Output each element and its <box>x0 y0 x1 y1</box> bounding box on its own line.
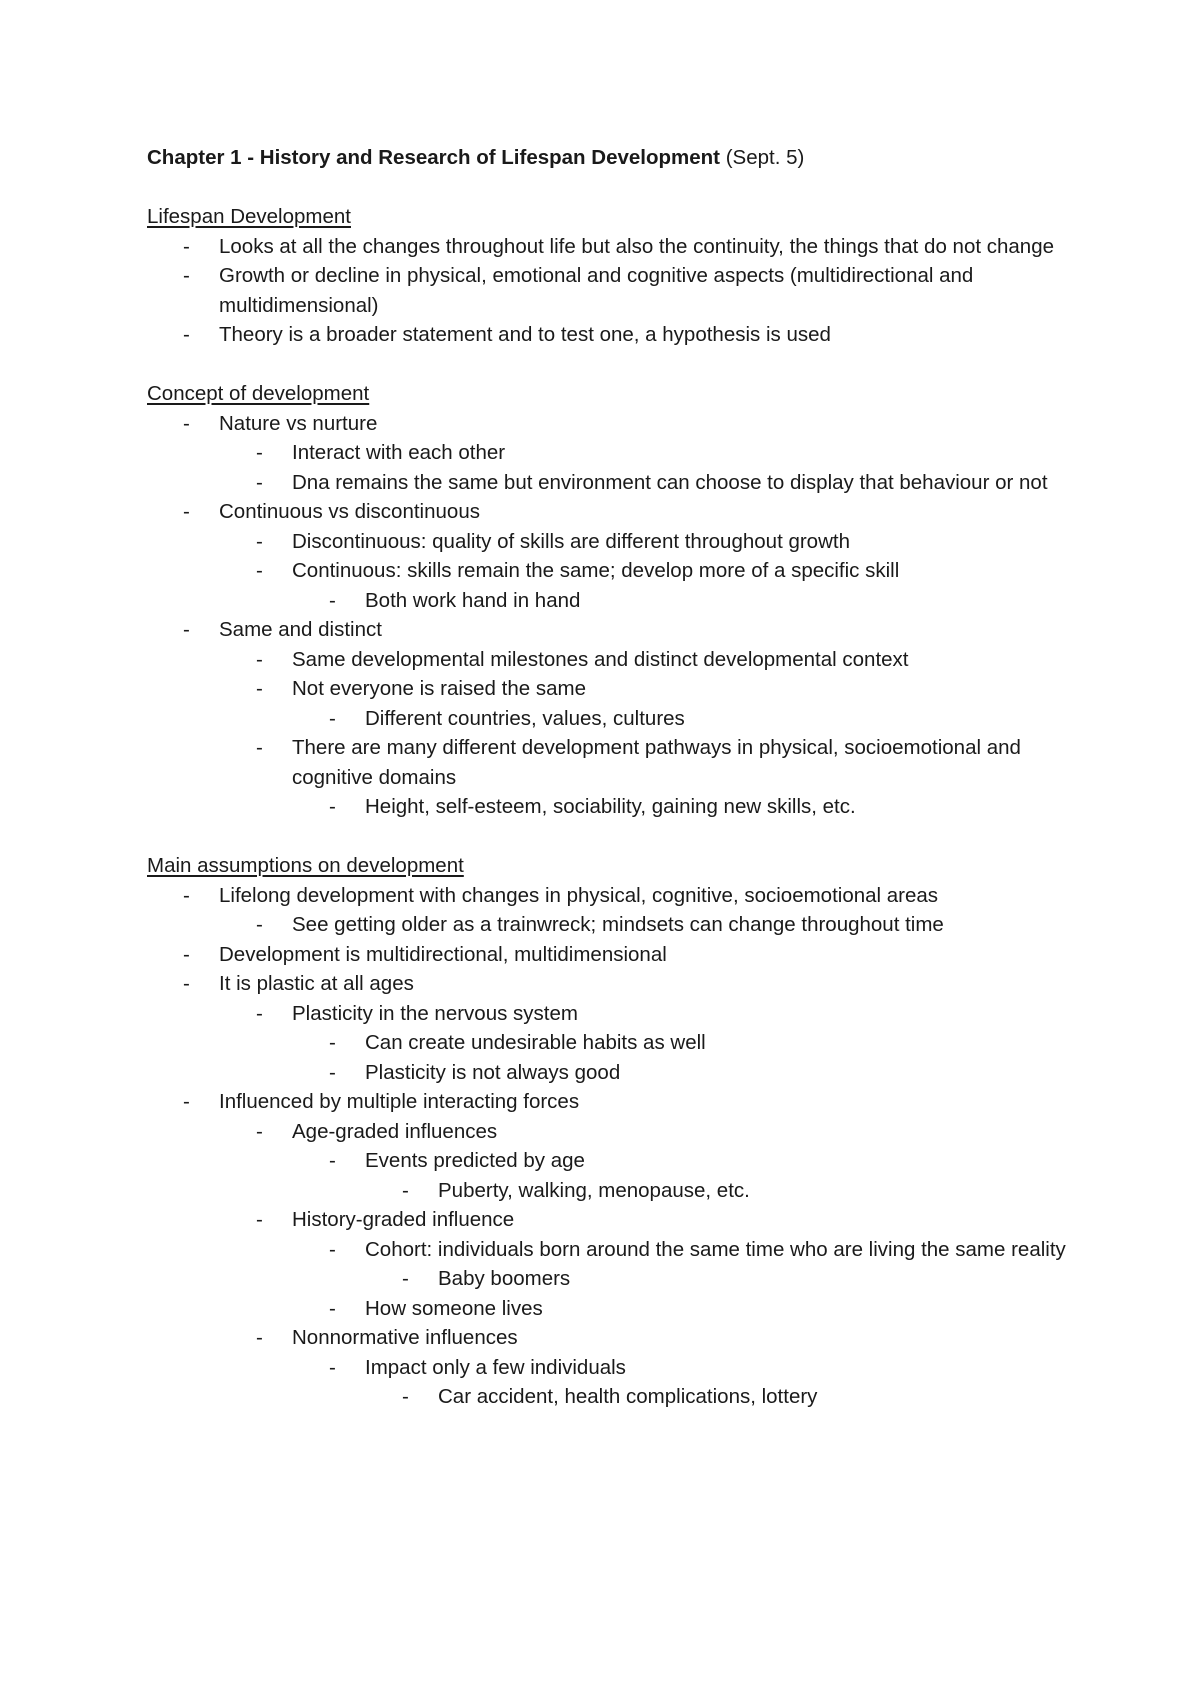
bullet-item <box>147 1264 1067 1294</box>
section-heading: Lifespan Development <box>147 205 351 228</box>
section-heading: Concept of development <box>147 382 370 405</box>
dash-marker: - <box>329 795 336 818</box>
dash-marker: - <box>256 677 263 700</box>
dash-marker: - <box>183 942 190 966</box>
dash-marker: - <box>256 913 263 936</box>
dash-marker: - <box>256 559 263 582</box>
notes-body <box>147 202 1067 1412</box>
bullet-item <box>147 674 1067 704</box>
bullet-text: Continuous: skills remain the same; develop more of a specific skill <box>292 559 900 582</box>
bullet-item <box>147 940 1067 970</box>
dash-marker: - <box>402 1385 409 1408</box>
bullet-text: How someone lives <box>365 1296 543 1320</box>
dash-marker: - <box>256 1208 263 1231</box>
bullet-item <box>147 969 1067 999</box>
dash-marker: - <box>183 883 190 907</box>
bullet-item <box>147 1205 1067 1235</box>
bullet-item <box>147 1382 1067 1412</box>
bullet-text: Theory is a broader statement and to test one, a hypothesis is used <box>219 323 831 346</box>
dash-marker: - <box>402 1267 409 1290</box>
bullet-item <box>147 999 1067 1029</box>
bullet-item <box>147 881 1067 911</box>
dash-marker: - <box>256 470 263 494</box>
bullet-text: Same and distinct <box>219 618 382 641</box>
bullet-item <box>147 645 1067 675</box>
bullet-text: Dna remains the same but environment can choose to display that behaviour or not <box>292 470 1048 494</box>
dash-marker: - <box>256 647 263 671</box>
spacer <box>147 350 1067 380</box>
dash-marker: - <box>183 264 190 287</box>
dash-marker: - <box>329 1296 336 1320</box>
bullet-text: Can create undesirable habits as well <box>365 1031 706 1054</box>
bullet-text: Plasticity in the nervous system <box>292 1001 578 1025</box>
bullet-text: Plasticity is not always good <box>365 1060 621 1084</box>
bullet-item <box>147 1294 1067 1324</box>
bullet-text: Discontinuous: quality of skills are different throughout growth <box>292 529 850 553</box>
title-date-text: (Sept. 5) <box>720 146 805 169</box>
bullet-item <box>147 1028 1067 1058</box>
bullet-item <box>147 792 1067 822</box>
bullet-text: Nature vs nurture <box>219 411 378 435</box>
spacer <box>147 173 1067 203</box>
bullet-item <box>147 497 1067 527</box>
bullet-item <box>147 1117 1067 1147</box>
dash-marker: - <box>183 323 190 346</box>
dash-marker: - <box>256 1326 263 1349</box>
bullet-item <box>147 527 1067 557</box>
bullet-text: Nonnormative influences <box>292 1326 518 1349</box>
bullet-text: Baby boomers <box>438 1267 571 1290</box>
dash-marker: - <box>256 441 263 464</box>
bullet-item <box>147 910 1067 940</box>
bullet-item <box>147 468 1067 498</box>
dash-marker: - <box>183 618 190 641</box>
bullet-item <box>147 320 1067 350</box>
dash-marker: - <box>329 1149 336 1172</box>
bullet-item <box>147 704 1067 734</box>
bullet-item <box>147 556 1067 586</box>
bullet-text: History-graded influence <box>292 1208 515 1231</box>
bullet-text: Different countries, values, cultures <box>365 706 685 730</box>
bullet-text: Lifelong development with changes in physical, cognitive, socioemotional areas <box>219 883 939 907</box>
bullet-text: Not everyone is raised the same <box>292 677 586 700</box>
dash-marker: - <box>256 1001 263 1025</box>
bullet-text: There are many different development pathways in physical, socioemotional and cognitive domains <box>292 736 1021 789</box>
bullet-item <box>147 1323 1067 1353</box>
title-bold-text: Chapter 1 - History and Research of Lifespan Development <box>147 146 720 169</box>
dash-marker: - <box>183 234 190 258</box>
bullet-text: Same developmental milestones and distinct developmental context <box>292 647 909 671</box>
dash-marker: - <box>329 1237 336 1261</box>
document-page <box>147 143 1067 1412</box>
bullet-text: It is plastic at all ages <box>219 972 414 995</box>
bullet-item <box>147 438 1067 468</box>
bullet-item <box>147 1235 1067 1265</box>
dash-marker: - <box>183 411 190 435</box>
dash-marker: - <box>329 1031 336 1054</box>
bullet-text: Interact with each other <box>292 441 506 464</box>
bullet-item <box>147 261 1067 320</box>
bullet-item <box>147 733 1067 792</box>
bullet-text: Impact only a few individuals <box>365 1355 626 1379</box>
dash-marker: - <box>183 972 190 995</box>
dash-marker: - <box>329 1355 336 1379</box>
bullet-text: Looks at all the changes throughout life but also the continuity, the things that do not change <box>219 234 1055 258</box>
bullet-text: Cohort: individuals born around the same time who are living the same reality <box>365 1237 1066 1261</box>
dash-marker: - <box>329 1060 336 1084</box>
dash-marker: - <box>256 529 263 553</box>
dash-marker: - <box>183 500 190 523</box>
bullet-item <box>147 409 1067 439</box>
bullet-text: Growth or decline in physical, emotional and cognitive aspects (multidirectional and multidimensional) <box>219 264 974 317</box>
bullet-item <box>147 586 1067 616</box>
bullet-item <box>147 615 1067 645</box>
bullet-text: Influenced by multiple interacting forces <box>219 1090 580 1113</box>
bullet-text: Puberty, walking, menopause, etc. <box>438 1178 750 1202</box>
bullet-text: Car accident, health complications, lottery <box>438 1385 818 1408</box>
bullet-text: Continuous vs discontinuous <box>219 500 480 523</box>
dash-marker: - <box>329 706 336 730</box>
dash-marker: - <box>256 1119 263 1143</box>
section-heading: Main assumptions on development <box>147 854 464 877</box>
bullet-item <box>147 1353 1067 1383</box>
bullet-text: See getting older as a trainwreck; mindsets can change throughout time <box>292 913 944 936</box>
bullet-item <box>147 232 1067 262</box>
dash-marker: - <box>256 736 263 759</box>
bullet-item <box>147 1146 1067 1176</box>
bullet-item <box>147 1058 1067 1088</box>
dash-marker: - <box>402 1178 409 1202</box>
bullet-item <box>147 1176 1067 1206</box>
bullet-text: Age-graded influences <box>292 1119 498 1143</box>
spacer <box>147 822 1067 852</box>
bullet-text: Events predicted by age <box>365 1149 585 1172</box>
dash-marker: - <box>329 588 336 612</box>
bullet-item <box>147 1087 1067 1117</box>
bullet-text: Both work hand in hand <box>365 588 581 612</box>
dash-marker: - <box>183 1090 190 1113</box>
bullet-text: Height, self-esteem, sociability, gaining new skills, etc. <box>365 795 856 818</box>
bullet-text: Development is multidirectional, multidimensional <box>219 942 667 966</box>
page-title <box>147 143 1067 173</box>
